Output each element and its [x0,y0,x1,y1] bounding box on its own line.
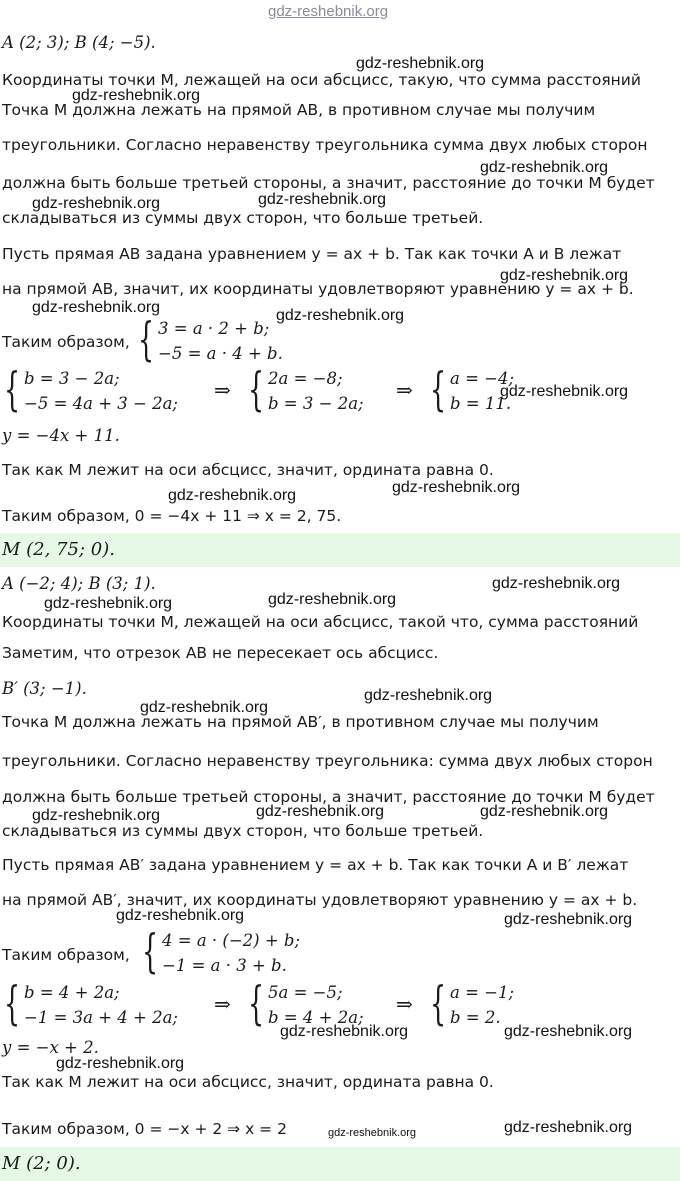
p2-system-3-row2: b = 4 + 2a; [268,1008,364,1027]
p1-thus-label: Таким образом, [2,333,130,351]
watermark: gdz-reshebnik.org [280,1023,409,1040]
p1-points: A (2; 3); B (4; −5). [2,33,156,52]
p2-line-equation: y = −x + 2. [2,1038,99,1057]
watermark: gdz-reshebnik.org [356,55,485,72]
p2-implies-2: ⇒ [396,992,413,1016]
p2-intro: Координаты точки M, лежащей на оси абсцисс, такой что, сумма расстояний [2,613,639,631]
watermark: gdz-reshebnik.org [492,575,621,592]
watermark: gdz-reshebnik.org [392,479,521,496]
p2-points: A (−2; 4); B (3; 1). [2,574,156,593]
p1-system-3-row1: 2a = −8; [268,369,343,388]
p1-system-4-row2: b = 11. [450,394,512,413]
p2-reason-line4: складываться из суммы двух сторон, что больше третьей. [2,822,484,840]
watermark: gdz-reshebnik.org [256,803,385,820]
p1-line-def1: Пусть прямая AB задана уравнением y = ax + b. Так как точки A и B лежат [2,245,622,263]
watermark: gdz-reshebnik.org [32,195,161,212]
watermark-header: gdz-reshebnik.org [268,3,389,20]
p2-system-1-row2: −1 = a · 3 + b. [162,956,287,975]
p1-reason-line3: должна быть больше третьей стороны, а значит, расстояние до точки M будет [2,174,655,192]
watermark: gdz-reshebnik.org [276,307,405,324]
p2-reason-line1: Точка M должна лежать на прямой AB′, в противном случае мы получим [2,713,599,731]
watermark: gdz-reshebnik.org [504,1023,633,1040]
p2-implies-1: ⇒ [214,992,231,1016]
watermark: gdz-reshebnik.org [500,383,629,400]
p1-solve: Таким образом, 0 = −4x + 11 ⇒ x = 2, 75. [2,507,342,525]
watermark: gdz-reshebnik.org [504,911,633,928]
p1-system-2-row1: b = 3 − 2a; [24,369,120,388]
watermark: gdz-reshebnik.org [44,595,173,612]
p2-line-def2: на прямой AB′, значит, их координаты удовлетворяют уравнению y = ax + b. [2,891,638,909]
p2-line-def1: Пусть прямая AB′ задана уравнением y = ax + b. Так как точки A и B′ лежат [2,856,629,874]
watermark: gdz-reshebnik.org [32,299,161,316]
p2-ordinate: Так как M лежит на оси абсцисс, значит, ордината равна 0. [2,1073,494,1091]
p2-reason-line2: треугольники. Согласно неравенству треугольника: сумма двух любых сторон [2,752,653,770]
p1-line-equation: y = −4x + 11. [2,426,120,445]
p2-system-4-row2: b = 2. [450,1008,501,1027]
watermark: gdz-reshebnik.org [32,807,161,824]
p2-reason-line3: должна быть больше третьей стороны, а значит, расстояние до точки M будет [2,788,655,806]
p2-system-4-row1: a = −1; [450,983,515,1002]
watermark: gdz-reshebnik.org [168,487,297,504]
p1-implies-2: ⇒ [396,378,413,402]
p1-system-2-row2: −5 = 4a + 3 − 2a; [24,394,178,413]
p1-system-3-row2: b = 3 − 2a; [268,394,364,413]
watermark: gdz-reshebnik.org [116,907,245,924]
p2-note: Заметим, что отрезок AB не пересекает ось абсцисс. [2,644,439,662]
p2-system-3-row1: 5a = −5; [268,983,343,1002]
watermark-small: gdz-reshebnik.org [328,1127,417,1139]
p1-system-1-row2: −5 = a · 4 + b. [158,344,283,363]
watermark: gdz-reshebnik.org [504,1119,633,1136]
watermark: gdz-reshebnik.org [364,687,493,704]
p2-system-2-row1: b = 4 + 2a; [24,983,120,1002]
p2-system-1-row1: 4 = a · (−2) + b; [162,931,301,950]
p2-reflected-point: B′ (3; −1). [2,679,87,698]
p1-system-4-row1: a = −4; [450,369,515,388]
watermark: gdz-reshebnik.org [480,159,609,176]
watermark: gdz-reshebnik.org [72,87,201,104]
watermark: gdz-reshebnik.org [258,191,387,208]
p2-answer: M (2; 0). [2,1153,81,1174]
p2-answer-highlight [0,1147,680,1181]
p1-reason-line4: складываться из суммы двух сторон, что больше третьей. [2,209,484,227]
p1-system-1-row1: 3 = a · 2 + b; [158,319,270,338]
p1-ordinate: Так как M лежит на оси абсцисс, значит, ордината равна 0. [2,461,494,479]
p1-intro: Координаты точки M, лежащей на оси абсцисс, такую, что сумма расстояний [2,71,641,89]
p1-implies-1: ⇒ [214,378,231,402]
watermark: gdz-reshebnik.org [500,267,629,284]
watermark: gdz-reshebnik.org [56,1055,185,1072]
p2-thus-label: Таким образом, [2,946,130,964]
watermark: gdz-reshebnik.org [480,803,609,820]
watermark: gdz-reshebnik.org [268,591,397,608]
p2-solve: Таким образом, 0 = −x + 2 ⇒ x = 2 [2,1120,287,1138]
p1-reason-line1: Точка M должна лежать на прямой AB, в противном случае мы получим [2,101,596,119]
p2-system-2-row2: −1 = 3a + 4 + 2a; [24,1008,178,1027]
watermark: gdz-reshebnik.org [140,699,269,716]
p1-line-def2: на прямой AB, значит, их координаты удовлетворяют уравнению y = ax + b. [2,280,634,298]
p1-reason-line2: треугольники. Согласно неравенству треугольника сумма двух любых сторон [2,136,648,154]
p1-answer: M (2, 75; 0). [2,539,115,560]
